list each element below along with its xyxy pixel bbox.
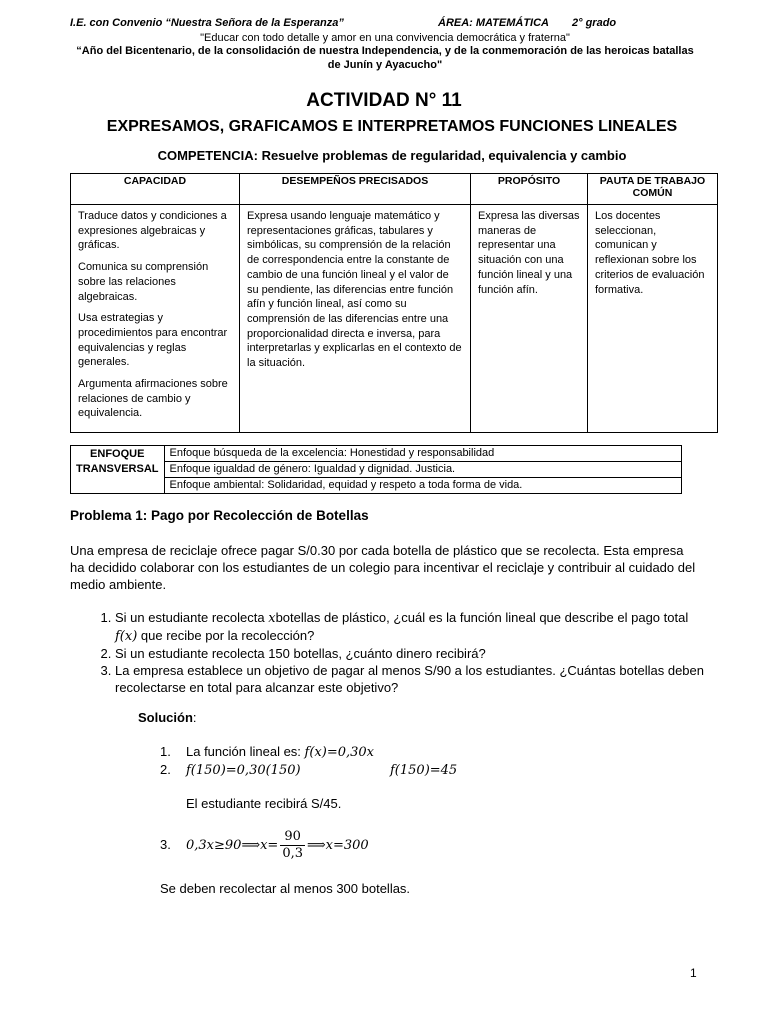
question-list: [70, 609, 745, 696]
q1-text-c: que recibe por la recolección?: [137, 628, 315, 643]
school-name: I.E. con Convenio “Nuestra Señora de la Esperanza”: [70, 17, 344, 29]
capacidad-item: Argumenta afirmaciones sobre relaciones de cambio y equivalencia.: [78, 378, 228, 420]
header-pauta: PAUTA DE TRABAJO COMÚN: [588, 174, 718, 205]
header-line: [70, 17, 710, 29]
solution-2-note: El estudiante recibirá S/45.: [186, 796, 342, 811]
solution-1-math: f(x)=0,30x: [304, 745, 374, 760]
header-capacidad: CAPACIDAD: [71, 174, 240, 205]
capacidad-item: Usa estrategias y procedimientos para encontrar equivalencias y reglas generales.: [78, 312, 228, 369]
area-label: ÁREA: MATEMÁTICA: [438, 17, 550, 29]
solution-2-result: [390, 762, 457, 778]
q1-function: f(x): [115, 629, 138, 644]
enfoque-item: Enfoque igualdad de género: Igualdad y dignidad. Justicia.: [164, 462, 681, 478]
solution-2-math-a: f(150)=0,30(150): [186, 763, 301, 778]
solution-2-math-b: f(150)=45: [390, 763, 458, 778]
competencia: COMPETENCIA: Resuelve problemas de regularidad, equivalencia y cambio: [157, 148, 627, 163]
step-number: 3.: [160, 836, 171, 852]
fraction-numerator: 90: [280, 829, 305, 846]
q1-text-a: Si un estudiante recolecta: [115, 610, 269, 625]
enfoque-item: Enfoque búsqueda de la excelencia: Honestidad y responsabilidad: [164, 446, 681, 462]
activity-title: ACTIVIDAD N° 11: [306, 90, 462, 111]
table-header-row: [71, 174, 718, 205]
solution-3-note: Se deben recolectar al menos 300 botellas.: [160, 881, 411, 896]
problem-title: Problema 1: Pago por Recolección de Botellas: [70, 508, 369, 523]
header-desempenos: DESEMPEÑOS PRECISADOS: [240, 174, 471, 205]
solution-colon: :: [192, 710, 197, 725]
fraction-denominator: 0,3: [282, 846, 303, 861]
proposito-cell: Expresa las diversas maneras de representar una situación con una función lineal y una función afín.: [471, 205, 588, 433]
solution-3-fraction: [280, 829, 305, 862]
capacity-table: [70, 173, 718, 433]
capacidad-item: Traduce datos y condiciones a expresiones algebraicas y gráficas.: [78, 210, 227, 252]
step-number: 2.: [160, 762, 171, 777]
list-item: [115, 609, 745, 645]
capacidad-item: Comunica su comprensión sobre las relaciones algebraicas.: [78, 261, 209, 303]
list-item: 3. La empresa establece un objetivo de pagar al menos S/90 a los estudiantes. ¿Cuántas botellas deben recolectarse en total para alcanzar este objetivo?: [115, 662, 745, 696]
solution-label: [138, 710, 197, 725]
school-motto: "Educar con todo detalle y amor en una convivencia democrática y fraterna": [200, 32, 570, 44]
enfoque-table: [70, 445, 682, 494]
solution-word: Solución: [138, 710, 193, 725]
problem-text: Una empresa de reciclaje ofrece pagar S/0.30 por cada botella de plástico que se recolecta. Esta empresa ha decidido colaborar con los estudiantes de un colegio para incentivar el reciclaje y contribuir al cuidado del medio ambiente.: [70, 543, 696, 592]
grade-label: 2° grado: [572, 17, 617, 29]
pauta-cell: Los docentes seleccionan, comunican y reflexionan sobre los criterios de evaluación formativa.: [588, 205, 718, 433]
desempenos-cell: Expresa usando lenguaje matemático y representaciones gráficas, tabulares y simbólicas, su comprensión de la relación de correspondencia entre la constante de cambio de una función lineal y el valor de su pendiente, las diferencias entre función afín y función lineal, así como su comprensión de las diferencias entre una proporcionalidad directa e inversa, para interpretarlas y explicarlas en el contexto de la situación.: [240, 205, 471, 433]
header-proposito: PROPÓSITO: [471, 174, 588, 205]
solution-1-text: La función lineal es:: [186, 744, 305, 759]
solution-step-1: [160, 744, 374, 760]
solution-3-lhs: 0,3x≥90⟹x=: [186, 837, 279, 853]
enfoque-item: Enfoque ambiental: Solidaridad, equidad y respeto a toda forma de vida.: [164, 478, 681, 494]
capacidad-cell: [71, 205, 240, 433]
table-row: [71, 205, 718, 433]
list-item: 2. Si un estudiante recolecta 150 botellas, ¿cuánto dinero recibirá?: [115, 645, 745, 662]
table-row: [71, 446, 682, 462]
solution-step-2: [160, 762, 301, 778]
activity-subtitle: EXPRESAMOS, GRAFICAMOS E INTERPRETAMOS FUNCIONES LINEALES: [106, 118, 678, 135]
q1-variable: x: [268, 611, 276, 626]
page-number: 1: [690, 966, 697, 980]
q1-text-b: botellas de plástico, ¿cuál es la función lineal que describe el pago total: [275, 610, 689, 625]
step-number: 1.: [160, 744, 171, 759]
enfoque-label: ENFOQUE TRANSVERSAL: [71, 446, 165, 494]
solution-3-rhs: ⟹x=300: [307, 837, 369, 853]
year-name: “Año del Bicentenario, de la consolidación de nuestra Independencia, y de la conmemoración de las heroicas batallas de Junín y Ayacucho": [76, 45, 694, 71]
solution-step-3: [160, 829, 369, 862]
